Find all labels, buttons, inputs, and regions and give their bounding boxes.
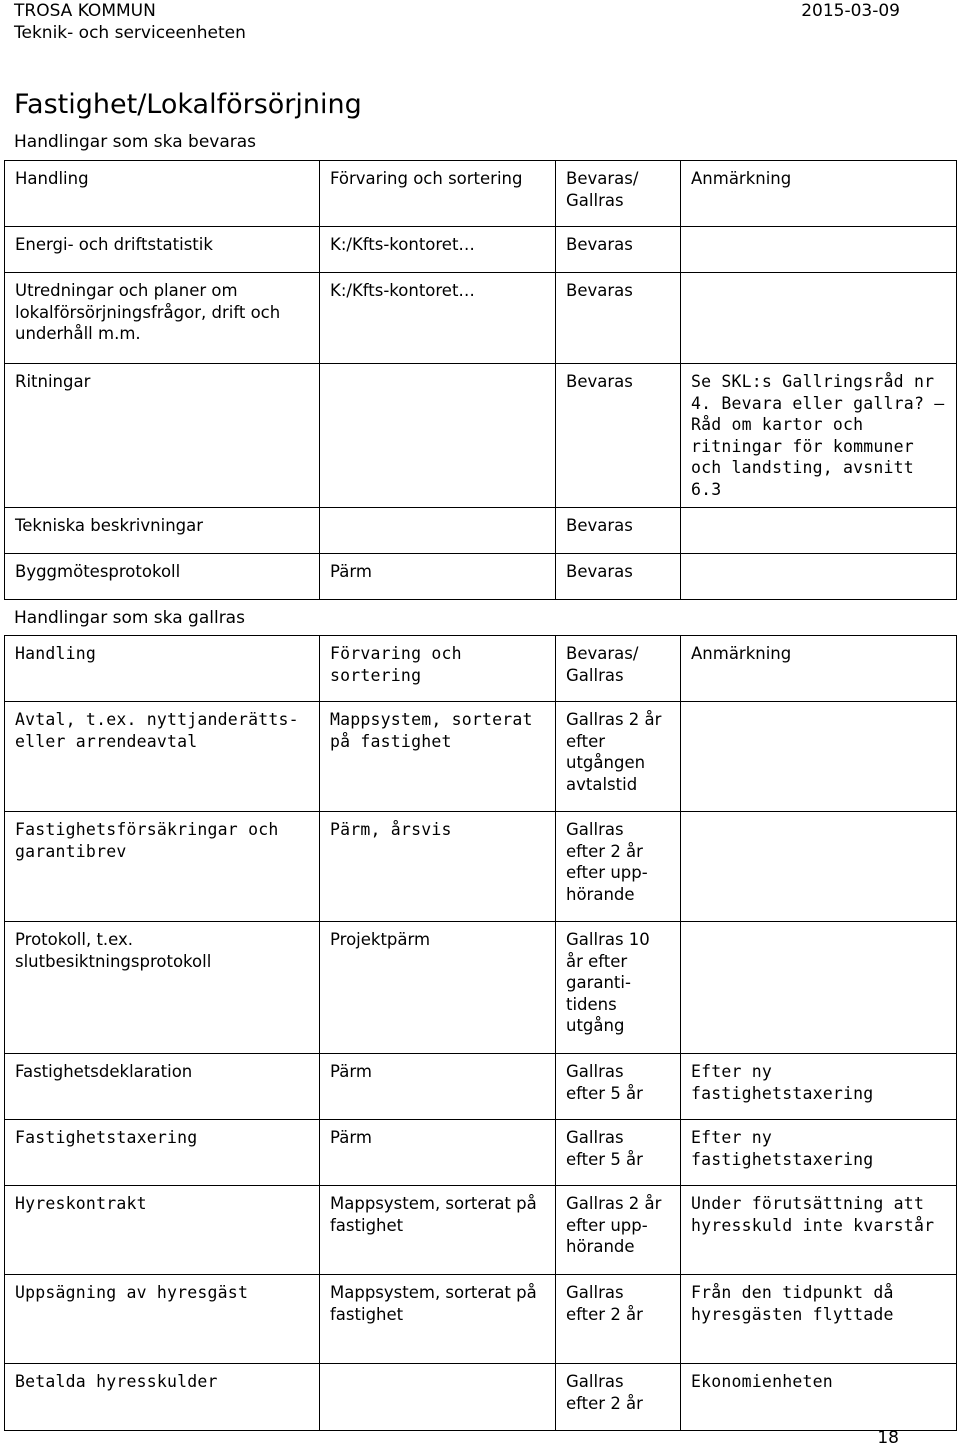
cell-forvaring: Pärm: [320, 1120, 556, 1186]
cell-bevaras-gallras: Gallras 10 år efter garanti- tidens utgång: [556, 922, 681, 1054]
cell-handling: Betalda hyresskulder: [5, 1364, 320, 1431]
section-title-bevaras: Handlingar som ska bevaras: [14, 132, 257, 152]
cell-forvaring: [320, 1364, 556, 1431]
cell-handling: Byggmötesprotokoll: [5, 554, 320, 600]
cell-anmarkning: Från den tidpunkt då hyresgästen flyttade: [681, 1275, 957, 1364]
cell-forvaring: Pärm, årsvis: [320, 812, 556, 922]
cell-bevaras-gallras: Bevaras: [556, 364, 681, 508]
cell-forvaring: Projektpärm: [320, 922, 556, 1054]
cell-handling: Tekniska beskrivningar: [5, 508, 320, 554]
table-row: [5, 812, 957, 922]
column-header-bevaras-gallras: Bevaras/ Gallras: [556, 636, 681, 702]
cell-bevaras-gallras: Gallras 2 år efter utgången avtalstid: [556, 702, 681, 812]
cell-handling: Fastighetsförsäkringar och garantibrev: [5, 812, 320, 922]
cell-forvaring: Pärm: [320, 1054, 556, 1120]
table-row: [5, 1364, 957, 1431]
table-row: [5, 227, 957, 273]
table-gallras: [4, 635, 957, 1431]
table-header-row: [5, 636, 957, 702]
table-header-row: [5, 161, 957, 227]
cell-forvaring: K:/Kfts-kontoret…: [320, 273, 556, 364]
column-header-anmarkning: Anmärkning: [681, 161, 957, 227]
cell-handling: Uppsägning av hyresgäst: [5, 1275, 320, 1364]
cell-anmarkning: Efter ny fastighetstaxering: [681, 1054, 957, 1120]
cell-anmarkning: [681, 702, 957, 812]
column-header-handling: Handling: [5, 161, 320, 227]
cell-forvaring: [320, 508, 556, 554]
section-title-gallras: Handlingar som ska gallras: [14, 608, 245, 628]
table-row: [5, 1186, 957, 1275]
page-number: 18: [877, 1428, 899, 1448]
cell-bevaras-gallras: Gallras efter 2 år efter upp- hörande: [556, 812, 681, 922]
cell-handling: Ritningar: [5, 364, 320, 508]
table-row: [5, 508, 957, 554]
table-row: [5, 922, 957, 1054]
table-row: [5, 554, 957, 600]
cell-bevaras-gallras: Gallras 2 år efter upp- hörande: [556, 1186, 681, 1275]
cell-anmarkning: Under förutsättning att hyresskuld inte kvarstår: [681, 1186, 957, 1275]
cell-anmarkning: [681, 227, 957, 273]
column-header-forvaring: Förvaring och sortering: [320, 161, 556, 227]
column-header-anmarkning: Anmärkning: [681, 636, 957, 702]
table-row: [5, 1054, 957, 1120]
page-title: Fastighet/Lokalförsörjning: [14, 89, 362, 120]
column-header-bevaras-gallras: Bevaras/ Gallras: [556, 161, 681, 227]
cell-forvaring: Pärm: [320, 554, 556, 600]
cell-bevaras-gallras: Gallras efter 5 år: [556, 1054, 681, 1120]
cell-anmarkning: [681, 554, 957, 600]
cell-anmarkning: [681, 273, 957, 364]
unit-name: Teknik- och serviceenheten: [14, 23, 246, 43]
column-header-forvaring: Förvaring och sortering: [320, 636, 556, 702]
cell-forvaring: Mappsystem, sorterat på fastighet: [320, 702, 556, 812]
cell-bevaras-gallras: Gallras efter 2 år: [556, 1364, 681, 1431]
column-header-handling: Handling: [5, 636, 320, 702]
table-row: [5, 273, 957, 364]
cell-forvaring: [320, 364, 556, 508]
table-row: [5, 1275, 957, 1364]
cell-bevaras-gallras: Bevaras: [556, 554, 681, 600]
cell-bevaras-gallras: Bevaras: [556, 273, 681, 364]
table-row: [5, 702, 957, 812]
cell-handling: Hyreskontrakt: [5, 1186, 320, 1275]
cell-bevaras-gallras: Bevaras: [556, 227, 681, 273]
cell-anmarkning: Efter ny fastighetstaxering: [681, 1120, 957, 1186]
cell-anmarkning: [681, 508, 957, 554]
table-bevaras: [4, 160, 957, 600]
cell-bevaras-gallras: Gallras efter 5 år: [556, 1120, 681, 1186]
table-row: [5, 364, 957, 508]
cell-handling: Fastighetsdeklaration: [5, 1054, 320, 1120]
cell-handling: Avtal, t.ex. nyttjanderätts- eller arrendeavtal: [5, 702, 320, 812]
cell-anmarkning: Ekonomienheten: [681, 1364, 957, 1431]
table-row: [5, 1120, 957, 1186]
cell-forvaring: Mappsystem, sorterat på fastighet: [320, 1186, 556, 1275]
cell-bevaras-gallras: Gallras efter 2 år: [556, 1275, 681, 1364]
cell-handling: Energi- och driftstatistik: [5, 227, 320, 273]
cell-bevaras-gallras: Bevaras: [556, 508, 681, 554]
document-date: 2015-03-09: [801, 1, 900, 21]
cell-anmarkning: Se SKL:s Gallringsråd nr 4. Bevara eller gallra? – Råd om kartor och ritningar för kommuner och landsting, avsnitt 6.3: [681, 364, 957, 508]
cell-forvaring: Mappsystem, sorterat på fastighet: [320, 1275, 556, 1364]
cell-forvaring: K:/Kfts-kontoret…: [320, 227, 556, 273]
cell-anmarkning: [681, 812, 957, 922]
cell-handling: Utredningar och planer om lokalförsörjningsfrågor, drift och underhåll m.m.: [5, 273, 320, 364]
cell-handling: Fastighetstaxering: [5, 1120, 320, 1186]
document-header-left: [14, 0, 246, 44]
organization-name: TROSA KOMMUN: [14, 1, 156, 21]
cell-handling: Protokoll, t.ex. slutbesiktningsprotokoll: [5, 922, 320, 1054]
cell-anmarkning: [681, 922, 957, 1054]
